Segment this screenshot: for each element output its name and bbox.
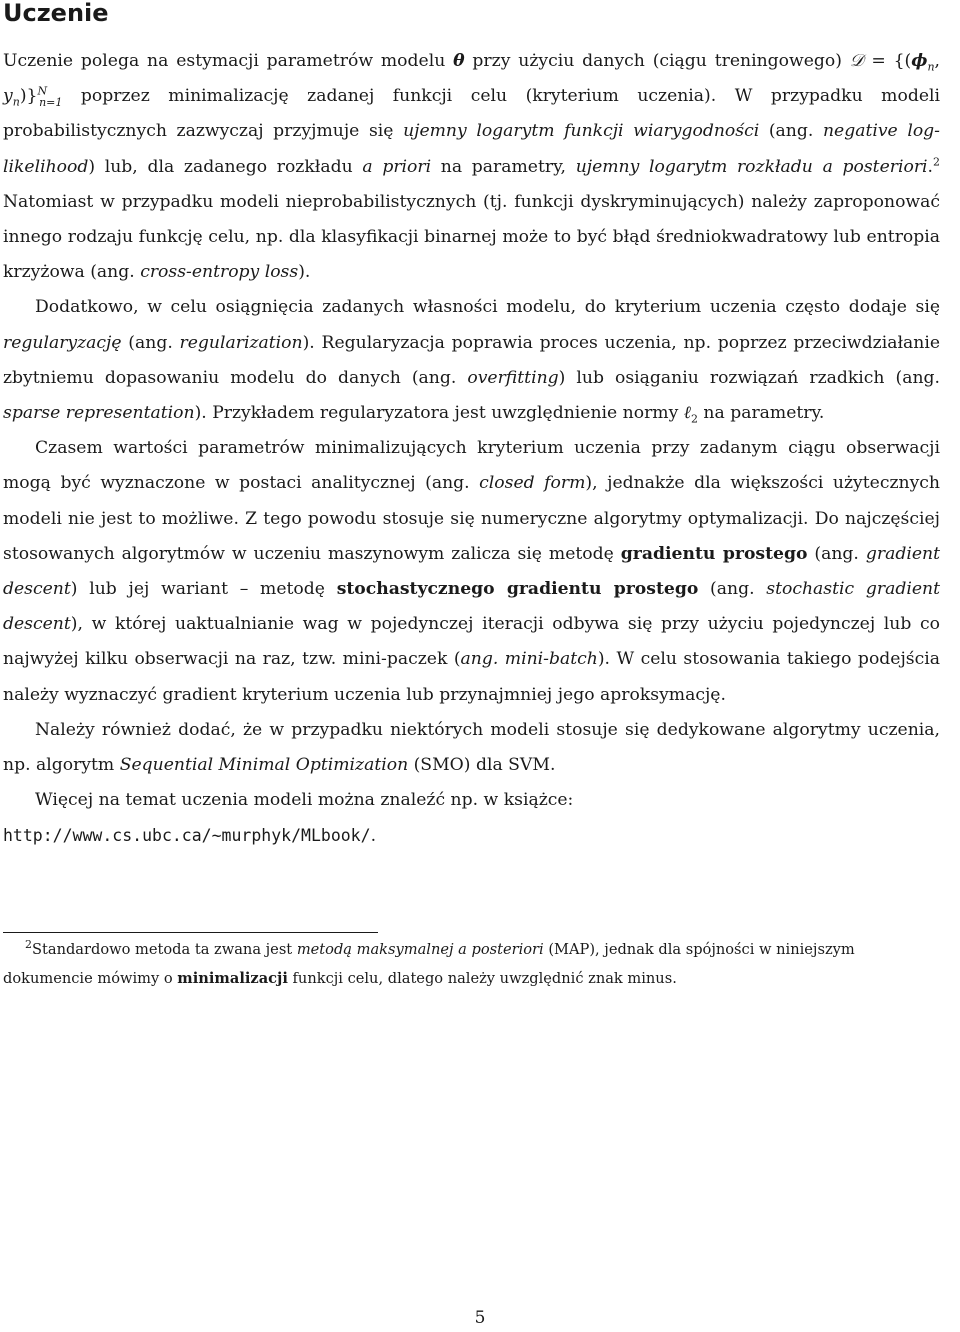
paragraph-4: Należy również dodać, że w przypadku niektórych modeli stosuje się dedykowane algorytmy uczenia, np. algorytm Sequential Minimal Optimization (SMO) dla SVM. (3, 719, 940, 776)
footnote-mark: 2 (25, 938, 32, 952)
paragraph-3: Czasem wartości parametrów minimalizujących kryterium uczenia przy zadanym ciągu obserwacji mogą być wyznaczone w postaci analitycznej (ang. closed form), jednakże dla większości użytecznych modeli nie jest to możliwe. Z tego powodu stosuje się numeryczne algorytmy optymalizacji. Do najczęściej stosowanych algorytmów w uczeniu maszynowym zalicza się metodę gradientu prostego (ang. gradient descent) lub jej wariant – metodę stochastycznego gradientu prostego (ang. stochastic gradient descent), w której uaktualnianie wag w pojedynczej iteracji odbywa się przy użyciu pojedynczej lub co najwyżej kilku obserwacji na raz, tzw. mini-paczek (ang. mini-batch). W celu stosowania takiego podejścia należy wyznaczyć gradient kryterium uczenia lub przynajmniej jego aproksymację. (3, 438, 940, 705)
page-number: 5 (474, 1308, 486, 1328)
footnote-rule (3, 932, 378, 933)
section-heading: Uczenie (3, 0, 109, 27)
term-neg-log-likelihood-pl: ujemny logarytm funkcji wiarygodności (403, 121, 760, 142)
ell-symbol: ℓ (683, 403, 691, 424)
footnote-reference[interactable]: 2 (933, 154, 940, 168)
mlbook-link[interactable]: http://www.cs.ubc.ca/~murphyk/MLbook/ (3, 826, 371, 846)
footnote: $^2$Standardowo metoda ta zwana jest metodą maksymalnej a posteriori (MAP), jednak dla spójności w niniejszym dokumencie mówimy o minimalizacji funkcji celu, dlatego należy uwzględnić znak minus. (3, 938, 855, 987)
phi-symbol: ϕ (911, 51, 928, 71)
theta-symbol: θ (453, 51, 465, 71)
dataset-symbol: 𝒟 (849, 51, 864, 71)
paragraph-2: Dodatkowo, w celu osiągnięcia zadanych własności modelu, do kryterium uczenia często dodaje się regularyzację (ang. regularization). Regularyzacja poprawia proces uczenia, np. poprzez przeciwdziałanie zbytniemu dopasowaniu modelu do danych (ang. overfitting) lub osiąganiu rozwiązań rzadkich (ang. sparse representation). Przykładem regularyzatora jest uwzględnienie normy ℓ$_2$ na parametry. (3, 297, 941, 426)
paragraph-5: Więcej na temat uczenia modeli można znaleźć np. w książce: http://www.cs.ubc.ca/~murphyk/MLbook/. (3, 790, 574, 847)
body-text (3, 44, 940, 855)
paragraph-1: Uczenie polega na estymacji parametrów modelu θ przy użyciu danych (ciągu treningowego) 𝒟 = {($\phi_n$, $y_n)\}^N_{n=1}$ poprzez minimalizację zadanej funkcji celu (kryterium uczenia). W przypadku modeli probabilistycznych zazwyczaj przyjmuje się ujemny logarytm funkcji wiarygodności (ang. negative log-likelihood) lub, dla zadanego rozkładu a priori na parametry, ujemny logarytm rozkładu a posteriori.$^2$ Natomiast w przypadku modeli nieprobabilistycznych (tj. funkcji dyskryminujących) należy zaproponować innego rodzaju funkcję celu, np. dla klasyfikacji binarnej może to być błąd średniokwadratowy lub entropia krzyżowa (ang. cross-entropy loss). (3, 51, 940, 283)
